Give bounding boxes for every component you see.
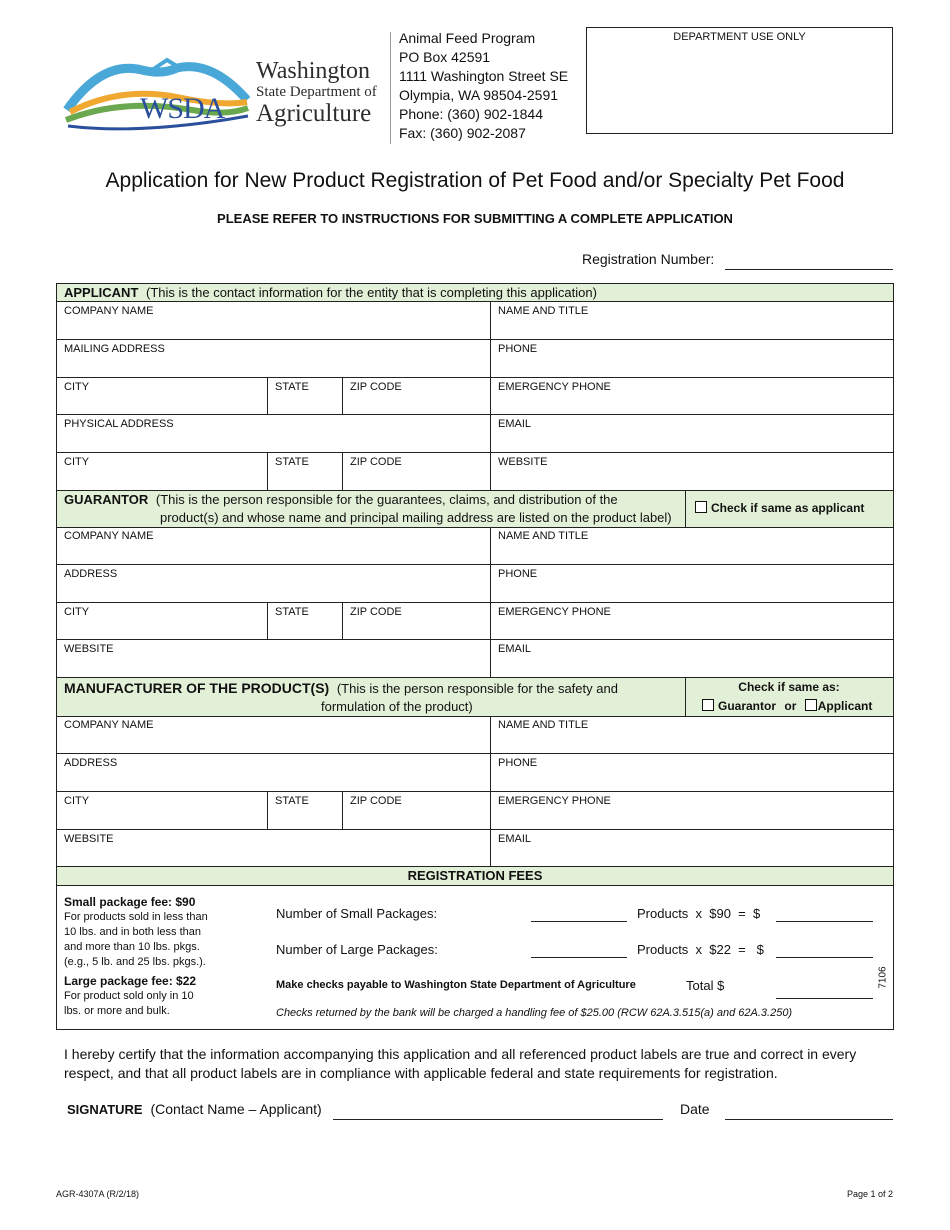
or-label: or: [784, 699, 797, 713]
address-line: Olympia, WA 98504-2591: [399, 87, 559, 103]
same-as-applicant-checkbox[interactable]: [805, 699, 873, 713]
manufacturer-zip-field[interactable]: [342, 792, 491, 829]
address-line: 1111 Washington Street SE: [399, 68, 569, 84]
manufacturer-note2: formulation of the product): [321, 699, 473, 714]
guarantor-note2: product(s) and whose name and principal mailing address are listed on the product label): [160, 510, 672, 525]
field-label: CITY: [64, 456, 90, 468]
small-fee-desc: 10 lbs. and in both less than: [64, 926, 201, 938]
field-label: ADDRESS: [64, 568, 118, 580]
field-label: MAILING ADDRESS: [64, 343, 165, 355]
num-small-input[interactable]: [531, 921, 627, 922]
date-label: Date: [680, 1101, 710, 1117]
fees-header: [57, 866, 893, 886]
products-22-label: Products x $22 = $: [637, 942, 764, 957]
org-line2: State Department of: [256, 84, 377, 100]
address-line: PO Box 42591: [399, 49, 491, 65]
large-fee-desc: For product sold only in 10: [64, 990, 194, 1002]
applicant-company-field[interactable]: [57, 302, 490, 339]
field-label: CITY: [64, 606, 90, 618]
field-label: EMAIL: [498, 418, 532, 430]
form-code: 7106: [877, 966, 889, 989]
same-as-guarantor-checkbox[interactable]: [702, 699, 776, 713]
applicant-website-field[interactable]: [491, 453, 893, 490]
page-number: Page 1 of 2: [846, 1189, 893, 1199]
applicant-heading: APPLICANT: [64, 285, 139, 300]
applicant-emergency-field[interactable]: [491, 378, 893, 414]
applicant-physical-field[interactable]: [57, 415, 490, 452]
field-label: NAME AND TITLE: [498, 719, 589, 731]
checks-payable-note: Make checks payable to Washington State Department of Agriculture: [276, 979, 636, 991]
guarantor-website-field[interactable]: [57, 640, 490, 677]
returned-checks-note: Checks returned by the bank will be charged a handling fee of $25.00 (RCW 62A.3.515(a) and 62A.3.250): [276, 1007, 793, 1019]
num-small-label: Number of Small Packages:: [276, 906, 438, 921]
field-label: WEBSITE: [64, 643, 114, 655]
field-label: EMAIL: [498, 833, 532, 845]
signature-field[interactable]: [333, 1119, 663, 1120]
guarantor-emergency-field[interactable]: [491, 603, 893, 639]
manufacturer-state-field[interactable]: [267, 792, 343, 829]
applicant-zip-field[interactable]: [342, 378, 491, 414]
page-title: Application for New Product Registration of Pet Food and/or Specialty Pet Food: [105, 169, 845, 192]
registration-number-label: Registration Number:: [582, 251, 715, 267]
applicant-zip2-field[interactable]: [342, 453, 491, 490]
small-fee-desc: (e.g., 5 lb. and 25 lbs. pkgs.).: [64, 956, 206, 968]
small-fee-desc: and more than 10 lbs. pkgs.: [64, 941, 200, 953]
manufacturer-check-title: Check if same as:: [738, 680, 840, 694]
date-field[interactable]: [725, 1119, 893, 1120]
applicant-state2-field[interactable]: [267, 453, 343, 490]
guarantor-email-field[interactable]: [491, 640, 893, 677]
total-input[interactable]: [776, 998, 873, 999]
org-line1: Washington: [256, 58, 371, 84]
guarantor-state-field[interactable]: [267, 603, 343, 639]
guarantor-company-field[interactable]: [57, 527, 490, 564]
field-label: STATE: [275, 381, 309, 393]
large-total-input[interactable]: [776, 957, 873, 958]
address-line: Fax: (360) 902-2087: [399, 125, 526, 141]
field-label: PHONE: [498, 757, 538, 769]
applicant-email-field[interactable]: [491, 415, 893, 452]
wsda-logo: [62, 40, 252, 135]
guarantor-city-field[interactable]: [57, 603, 267, 639]
certification-text: I hereby certify that the information accompanying this application and all referenced product labels are true and correct in every respect, and that all product labels are in compliance with applicable federal and state requirements for registration.: [64, 1046, 857, 1081]
total-label: Total $: [686, 978, 725, 993]
guarantor-header: [57, 490, 893, 528]
manufacturer-phone-field[interactable]: [491, 754, 893, 791]
field-label: COMPANY NAME: [64, 530, 154, 542]
page-subtitle: PLEASE REFER TO INSTRUCTIONS FOR SUBMITTING A COMPLETE APPLICATION: [217, 211, 733, 226]
checkbox-label: Applicant: [817, 699, 873, 713]
guarantor-same-as-applicant-checkbox[interactable]: [695, 501, 864, 515]
program-address: [399, 29, 568, 143]
manufacturer-address-field[interactable]: [57, 754, 490, 791]
applicant-mailing-field[interactable]: [57, 340, 490, 377]
small-total-input[interactable]: [776, 921, 873, 922]
manufacturer-website-field[interactable]: [57, 830, 490, 866]
field-label: CITY: [64, 795, 90, 807]
checkbox-icon: [695, 501, 707, 513]
manufacturer-emergency-field[interactable]: [491, 792, 893, 829]
guarantor-heading: GUARANTOR: [64, 492, 149, 507]
checkbox-label: Guarantor: [718, 699, 777, 713]
address-line: Phone: (360) 902-1844: [399, 106, 543, 122]
large-fee-desc: lbs. or more and bulk.: [64, 1005, 170, 1017]
products-90-label: Products x $90 = $: [637, 906, 761, 921]
org-line3: Agriculture: [256, 100, 372, 127]
applicant-header: [57, 284, 893, 302]
manufacturer-city-field[interactable]: [57, 792, 267, 829]
applicant-city2-field[interactable]: [57, 453, 267, 490]
guarantor-name-title-field[interactable]: [491, 527, 893, 564]
checkbox-label: Check if same as applicant: [711, 501, 865, 515]
guarantor-zip-field[interactable]: [342, 603, 491, 639]
checkbox-icon: [702, 699, 714, 711]
field-label: PHONE: [498, 568, 538, 580]
applicant-note: (This is the contact information for the entity that is completing this application): [146, 285, 597, 300]
field-label: ADDRESS: [64, 757, 118, 769]
manufacturer-note1: (This is the person responsible for the safety and: [336, 681, 618, 696]
small-fee-desc: For products sold in less than: [64, 911, 208, 923]
department-use-label: DEPARTMENT USE ONLY: [673, 31, 806, 43]
fees-explanation: [64, 895, 264, 1019]
field-label: EMERGENCY PHONE: [498, 381, 611, 393]
field-label: ZIP CODE: [350, 795, 402, 807]
field-label: ZIP CODE: [350, 456, 402, 468]
field-label: EMERGENCY PHONE: [498, 606, 611, 618]
signature-label: SIGNATURE: [67, 1102, 143, 1117]
department-use-box: [586, 27, 893, 134]
field-label: COMPANY NAME: [64, 719, 154, 731]
manufacturer-name-title-field[interactable]: [491, 716, 893, 753]
field-label: STATE: [275, 456, 309, 468]
registration-number-field[interactable]: [725, 269, 893, 270]
num-large-label: Number of Large Packages:: [276, 942, 438, 957]
fees-heading: REGISTRATION FEES: [407, 868, 543, 883]
checkbox-icon: [805, 699, 817, 711]
large-fee-title: Large package fee: $22: [64, 974, 197, 988]
signature-note: (Contact Name – Applicant): [150, 1101, 322, 1117]
field-label: STATE: [275, 795, 309, 807]
field-label: WEBSITE: [64, 833, 114, 845]
form-number: AGR-4307A (R/2/18): [56, 1189, 140, 1199]
field-label: COMPANY NAME: [64, 305, 154, 317]
field-label: STATE: [275, 606, 309, 618]
manufacturer-header: [57, 677, 893, 717]
manufacturer-heading: MANUFACTURER OF THE PRODUCT(S): [64, 680, 330, 696]
field-label: NAME AND TITLE: [498, 305, 589, 317]
guarantor-phone-field[interactable]: [491, 565, 893, 602]
field-label: WEBSITE: [498, 456, 548, 468]
field-label: EMAIL: [498, 643, 532, 655]
manufacturer-company-field[interactable]: [57, 716, 490, 753]
applicant-city-field[interactable]: [57, 378, 267, 414]
applicant-state-field[interactable]: [267, 378, 343, 414]
small-fee-title: Small package fee: $90: [64, 895, 196, 909]
applicant-name-title-field[interactable]: [491, 302, 893, 339]
num-large-input[interactable]: [531, 957, 627, 958]
org-name: [256, 58, 377, 127]
applicant-phone-field[interactable]: [491, 340, 893, 377]
field-label: PHYSICAL ADDRESS: [64, 418, 174, 430]
field-label: CITY: [64, 381, 90, 393]
field-label: PHONE: [498, 343, 538, 355]
address-line: Animal Feed Program: [399, 30, 536, 46]
logo-text: WSDA: [140, 92, 225, 125]
guarantor-address-field[interactable]: [57, 565, 490, 602]
field-label: EMERGENCY PHONE: [498, 795, 611, 807]
manufacturer-email-field[interactable]: [491, 830, 893, 866]
field-label: ZIP CODE: [350, 606, 402, 618]
guarantor-note1: (This is the person responsible for the guarantees, claims, and distribution of the: [155, 492, 618, 507]
field-label: NAME AND TITLE: [498, 530, 589, 542]
field-label: ZIP CODE: [350, 381, 402, 393]
